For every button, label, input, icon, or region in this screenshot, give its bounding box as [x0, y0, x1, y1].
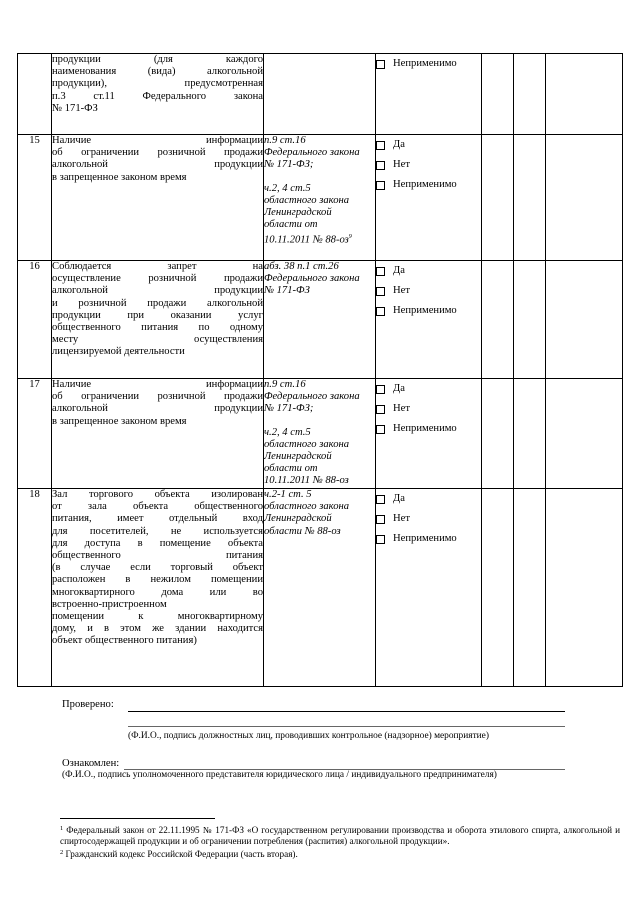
answer-options [376, 379, 482, 489]
requirement-line: Наличие информации [52, 135, 263, 146]
extra-cell-c[interactable] [546, 135, 623, 261]
checked-signature-line[interactable] [128, 711, 565, 712]
answer-option[interactable] [376, 509, 481, 529]
extra-cell-a[interactable] [482, 54, 514, 135]
extra-cell-c[interactable] [546, 489, 623, 687]
law-line: областного закона [264, 438, 350, 450]
requirement-text [52, 379, 264, 489]
checklist-row [18, 135, 623, 261]
checklist-table [17, 53, 623, 687]
answer-option[interactable] [376, 529, 481, 549]
law-line [264, 416, 375, 427]
law-line: ч.2-1 ст. 5 [264, 489, 312, 500]
row-number: 18 [18, 489, 52, 687]
answer-option[interactable] [376, 175, 481, 195]
requirement-line: Соблюдается запрет на [52, 261, 263, 272]
checkbox[interactable] [376, 181, 385, 190]
law-line: ч.2, 4 ст.5 [264, 182, 311, 194]
law-reference [264, 261, 376, 379]
requirement-line: п.3 ст.11 Федерального закона [52, 90, 263, 102]
law-reference [264, 489, 376, 687]
law-line: области от [264, 463, 318, 475]
answer-options [376, 135, 482, 261]
checkbox[interactable] [376, 535, 385, 544]
option-label: Нет [393, 512, 410, 524]
law-line: областного закона [264, 501, 350, 513]
option-label: Неприменимо [393, 304, 457, 316]
acquainted-caption: (Ф.И.О., подпись уполномоченного представителя юридического лица / индивидуального предпринимателя) [62, 770, 497, 780]
law-line: п.9 ст.16 [264, 379, 306, 390]
row-number: 16 [18, 261, 52, 379]
extra-cell-a[interactable] [482, 135, 514, 261]
answer-option[interactable] [376, 261, 481, 281]
requirement-line: (в случае если торговый объект [52, 562, 263, 574]
requirement-line: алкогольной продукции [52, 403, 263, 415]
law-line [264, 172, 375, 183]
extra-cell-b[interactable] [514, 54, 546, 135]
answer-option[interactable] [376, 379, 481, 399]
law-line-text: 10.11.2011 № 88-оз [264, 234, 349, 246]
law-reference [264, 379, 376, 489]
answer-options [376, 489, 482, 687]
answer-option[interactable] [376, 489, 481, 509]
law-line: области от [264, 219, 318, 231]
checkbox[interactable] [376, 60, 385, 69]
law-line: абз. 38 п.1 ст.26 [264, 261, 339, 272]
extra-cell-b[interactable] [514, 135, 546, 261]
option-label: Нет [393, 284, 410, 296]
law-line: областного закона [264, 194, 350, 206]
answer-option[interactable] [376, 419, 481, 439]
footnote-1: $^1$ Федеральный закон от 22.11.1995 № 171-ФЗ «О государственном регулировании производства и оборота этилового спирта, алкогольной и спиртосодержащей продукции и об ограничении потребления (распития) алкогольной продукции». [60, 825, 620, 846]
requirement-line: встроенно-пристроенном [52, 598, 167, 610]
checkbox[interactable] [376, 515, 385, 524]
law-line: п.9 ст.16 [264, 135, 306, 146]
option-label: Нет [393, 158, 410, 170]
answer-options [376, 54, 482, 135]
checklist-row [18, 261, 623, 379]
requirement-line: общественного питания по одному [52, 322, 263, 334]
law-line: Федерального закона [264, 273, 360, 285]
checklist-row [18, 54, 623, 135]
option-label: Неприменимо [393, 178, 457, 190]
requirement-line: продукции), предусмотренная [52, 78, 263, 90]
option-label: Да [393, 264, 405, 276]
law-line: 10.11.2011 № 88-оз [264, 475, 349, 487]
footnote-mark: 9 [348, 234, 352, 241]
requirement-line: помещении к многоквартирному [52, 611, 263, 623]
requirement-line: для посетителей, не используется [52, 525, 263, 537]
requirement-line: от зала объекта общественного [52, 501, 263, 513]
row-number [18, 54, 52, 135]
footnotes [60, 823, 620, 860]
requirement-line: в запрещенное законом время [52, 415, 187, 427]
checkbox[interactable] [376, 425, 385, 434]
law-line: № 171-ФЗ; [264, 159, 314, 171]
requirement-line: объект общественного питания) [52, 635, 197, 647]
requirement-text [52, 261, 264, 379]
option-label: Да [393, 382, 405, 394]
law-line: № 171-ФЗ [264, 285, 310, 297]
acquainted-label: Ознакомлен: [62, 758, 120, 769]
requirement-line: дому, и в этом же здании находится [52, 623, 263, 635]
law-reference [264, 135, 376, 261]
extra-cell-c[interactable] [546, 379, 623, 489]
requirement-line: лицензируемой деятельности [52, 346, 185, 358]
checkbox[interactable] [376, 495, 385, 504]
requirement-text [52, 135, 264, 261]
requirement-text [52, 489, 264, 687]
law-reference [264, 54, 376, 135]
checklist-row [18, 489, 623, 687]
option-label: Неприменимо [393, 57, 457, 69]
answer-options [376, 261, 482, 379]
law-line: Ленинградской [264, 207, 332, 219]
law-line: ч.2, 4 ст.5 [264, 426, 311, 438]
footnote-2: $^2$ Гражданский кодекс Российской Федерации (часть вторая). [60, 849, 298, 859]
row-number: 15 [18, 135, 52, 261]
answer-option[interactable] [376, 281, 481, 301]
requirement-line: № 171-ФЗ [52, 102, 98, 114]
answer-option[interactable] [376, 54, 481, 74]
extra-cell-a[interactable] [482, 489, 514, 687]
requirement-line: для доступа в помещение объекта [52, 537, 263, 549]
extra-cell-b[interactable] [514, 489, 546, 687]
requirement-line: об ограничении розничной продажи [52, 391, 263, 403]
option-label: Да [393, 492, 405, 504]
extra-cell-c[interactable] [546, 261, 623, 379]
checklist-row [18, 379, 623, 489]
requirement-line: и розничной продажи алкогольной [52, 297, 263, 309]
extra-cell-c[interactable] [546, 54, 623, 135]
option-label: Нет [393, 402, 410, 414]
footnote-separator [60, 818, 215, 819]
checkbox[interactable] [376, 287, 385, 296]
checked-caption: (Ф.И.О., подпись должностных лиц, проводивших контрольное (надзорное) мероприятие) [128, 731, 489, 741]
law-line: области № 88-оз [264, 525, 341, 537]
answer-option[interactable] [376, 399, 481, 419]
requirement-line: наименования (вида) алкогольной [52, 66, 263, 78]
requirement-text [52, 54, 264, 135]
requirement-line: многоквартирного дома или во [52, 586, 263, 598]
option-label: Неприменимо [393, 422, 457, 434]
checkbox[interactable] [376, 267, 385, 276]
law-line: Ленинградской [264, 451, 332, 463]
requirement-line: месту осуществления [52, 334, 263, 346]
option-label: Неприменимо [393, 532, 457, 544]
checked-signature-underline [128, 726, 565, 727]
requirement-line: осуществление розничной продажи [52, 273, 263, 285]
requirement-line: Зал торгового объекта изолирован [52, 489, 263, 500]
requirement-line: Наличие информации [52, 379, 263, 390]
checkbox[interactable] [376, 307, 385, 316]
row-number: 17 [18, 379, 52, 489]
extra-cell-a[interactable] [482, 261, 514, 379]
checkbox[interactable] [376, 405, 385, 414]
requirement-line: общественного питания [52, 550, 263, 562]
requirement-line: об ограничении розничной продажи [52, 147, 263, 159]
requirement-line: продукции (для каждого [52, 54, 263, 65]
law-line: Федерального закона [264, 391, 360, 403]
requirement-line: питания, имеет отдельный вход [52, 513, 263, 525]
option-label: Да [393, 138, 405, 150]
answer-option[interactable] [376, 155, 481, 175]
requirement-line: алкогольной продукции [52, 285, 263, 297]
law-line [264, 231, 375, 247]
checked-label: Проверено: [62, 699, 114, 710]
checkbox[interactable] [376, 161, 385, 170]
checkbox[interactable] [376, 141, 385, 150]
extra-cell-b[interactable] [514, 379, 546, 489]
law-line: № 171-ФЗ; [264, 403, 314, 415]
requirement-line: алкогольной продукции [52, 159, 263, 171]
checkbox[interactable] [376, 385, 385, 394]
requirement-line: расположен в нежилом помещении [52, 574, 263, 586]
requirement-line: в запрещенное законом время [52, 171, 187, 183]
extra-cell-b[interactable] [514, 261, 546, 379]
law-line: Ленинградской [264, 513, 332, 525]
requirement-line: продукции при оказании услуг [52, 309, 263, 321]
answer-option[interactable] [376, 301, 481, 321]
law-line: Федерального закона [264, 147, 360, 159]
extra-cell-a[interactable] [482, 379, 514, 489]
answer-option[interactable] [376, 135, 481, 155]
